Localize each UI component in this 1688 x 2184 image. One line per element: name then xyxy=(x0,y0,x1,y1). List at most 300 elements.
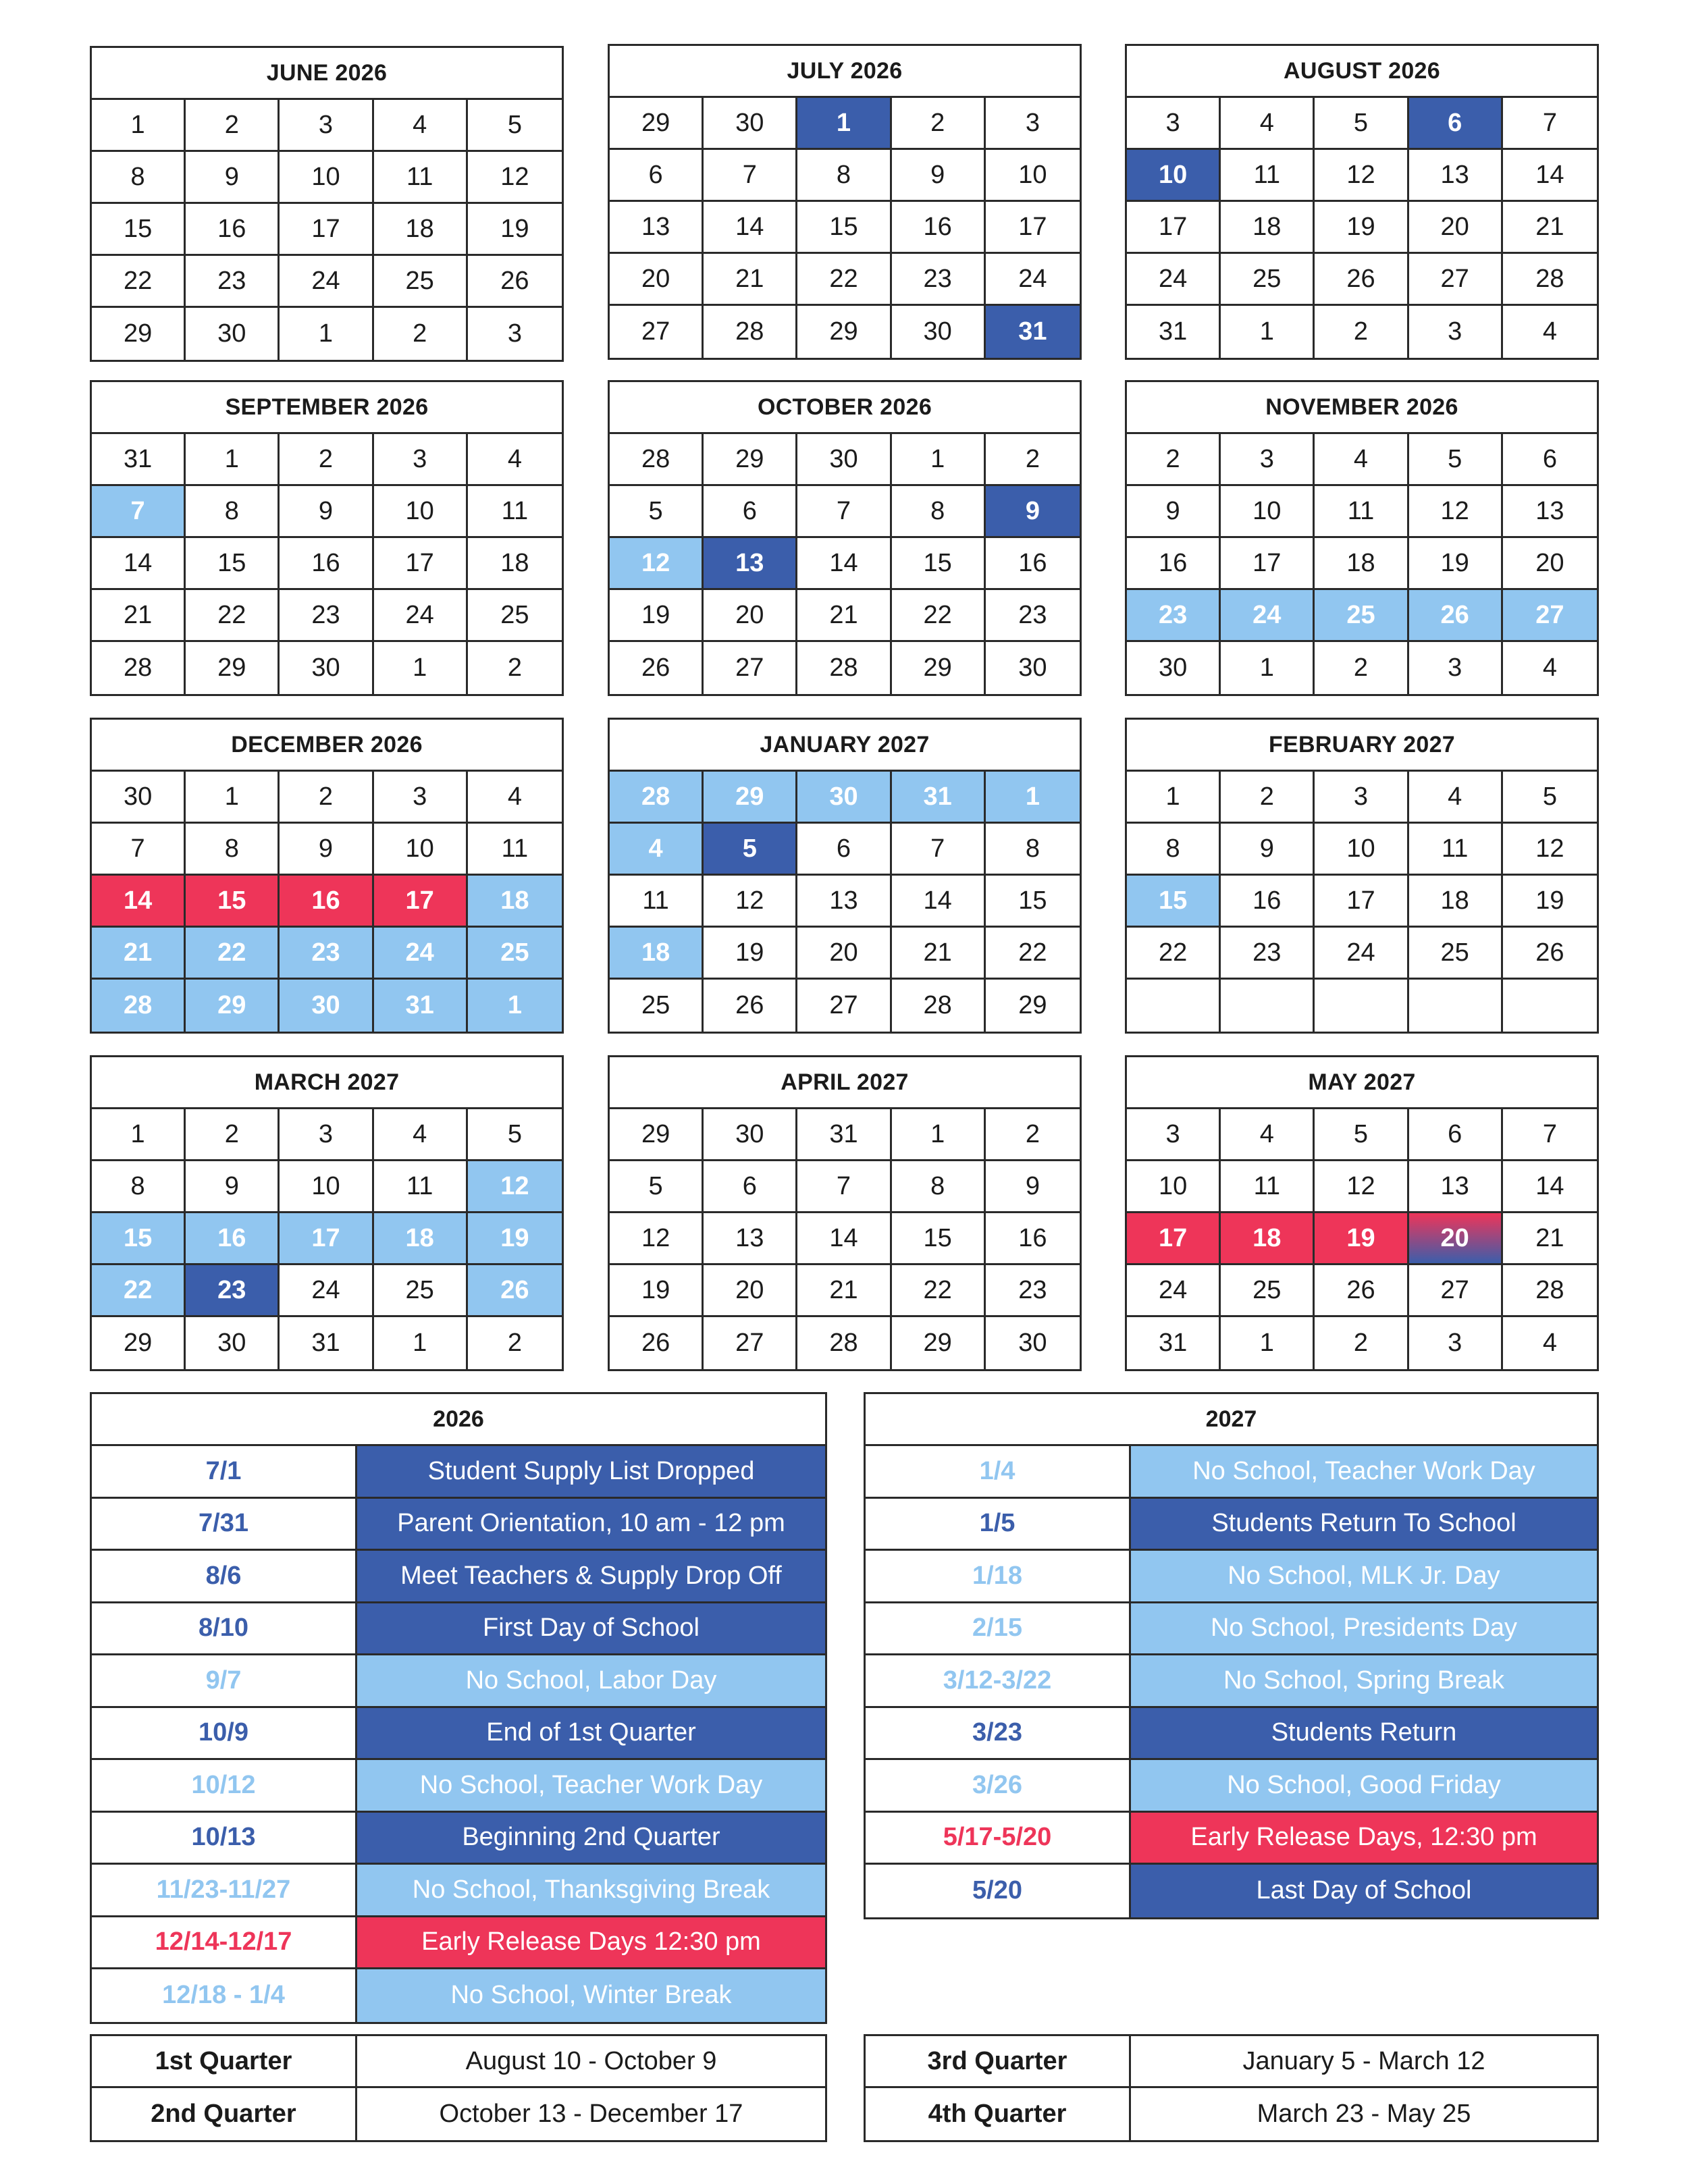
calendar-day: 8 xyxy=(892,486,986,538)
calendar-day: 6 xyxy=(610,150,704,202)
event-date: 3/26 xyxy=(866,1760,1131,1811)
calendar-day-highlighted: 19 xyxy=(1315,1213,1408,1265)
calendar-day: 10 xyxy=(374,824,468,876)
calendar-day: 15 xyxy=(797,202,891,254)
event-row xyxy=(866,1760,1597,1813)
event-description: No School, Teacher Work Day xyxy=(1131,1446,1597,1497)
event-row xyxy=(92,1917,825,1970)
event-date: 5/20 xyxy=(866,1865,1131,1917)
calendar-day-highlighted: 31 xyxy=(986,306,1080,358)
calendar-day: 4 xyxy=(1542,317,1557,346)
calendar-day: 30 xyxy=(1018,1329,1047,1357)
calendar-day: 1 xyxy=(1221,1317,1315,1369)
calendar-day xyxy=(1409,980,1503,1032)
calendar-title: DECEMBER 2026 xyxy=(92,720,562,772)
calendar-day-highlighted: 12 xyxy=(610,538,704,590)
calendar-day: 21 xyxy=(92,590,186,642)
event-description: No School, Spring Break xyxy=(1131,1655,1597,1706)
calendar-day: 25 xyxy=(374,256,468,308)
calendar-april-2027 xyxy=(608,1055,1082,1371)
calendar-day: 3 xyxy=(507,319,522,348)
calendar-day: 26 xyxy=(1315,1265,1408,1317)
calendar-day-highlighted: 1 xyxy=(797,98,891,150)
calendar-day: 2 xyxy=(507,1329,522,1357)
calendar-day: 17 xyxy=(1127,202,1221,254)
calendar-day-highlighted: 14 xyxy=(92,876,186,928)
calendar-day-highlighted: 26 xyxy=(1409,590,1503,642)
calendar-grid xyxy=(1127,98,1597,358)
calendar-day: 18 xyxy=(468,538,562,590)
calendar-day: 26 xyxy=(468,256,562,308)
event-row xyxy=(866,1813,1597,1865)
event-date: 5/17-5/20 xyxy=(866,1813,1131,1863)
calendar-day: 28 xyxy=(1503,1265,1597,1317)
calendar-day: 12 xyxy=(610,1213,704,1265)
calendar-day: 13 xyxy=(797,876,891,928)
calendar-day: 2 xyxy=(986,1109,1080,1161)
calendar-title: AUGUST 2026 xyxy=(1127,46,1597,98)
event-row xyxy=(92,1446,825,1499)
event-description: No School, Teacher Work Day xyxy=(357,1760,825,1811)
calendar-day: 6 xyxy=(704,486,797,538)
calendar-day: 15 xyxy=(986,876,1080,928)
calendar-day: 30 xyxy=(92,772,186,824)
event-row xyxy=(866,1551,1597,1603)
calendar-day: 5 xyxy=(610,1161,704,1213)
calendar-february-2027 xyxy=(1125,718,1599,1034)
calendar-day-highlighted: 28 xyxy=(92,980,186,1032)
event-row xyxy=(866,1865,1597,1917)
calendar-day-highlighted: 31 xyxy=(374,980,468,1032)
calendar-day: 1 xyxy=(186,434,280,486)
quarters-table-right xyxy=(864,2034,1599,2142)
calendar-day: 12 xyxy=(1503,824,1597,876)
calendar-day: 21 xyxy=(892,928,986,980)
calendar-day: 7 xyxy=(1503,1109,1597,1161)
calendar-day: 11 xyxy=(1315,486,1408,538)
events-rows xyxy=(92,1446,825,2022)
calendar-day: 10 xyxy=(1315,824,1408,876)
event-row xyxy=(866,1655,1597,1708)
calendar-day: 2 xyxy=(186,100,280,152)
event-description: Student Supply List Dropped xyxy=(357,1446,825,1497)
calendar-day: 29 xyxy=(92,308,186,360)
event-description: No School, Labor Day xyxy=(357,1655,825,1706)
quarter-dates: January 5 - March 12 xyxy=(1242,2046,1485,2075)
calendar-title: JULY 2026 xyxy=(610,46,1080,98)
calendar-day: 4 xyxy=(1542,1329,1557,1357)
calendar-day: 2 xyxy=(892,98,986,150)
calendar-grid xyxy=(610,98,1080,358)
calendar-day: 17 xyxy=(280,204,373,256)
calendar-day: 1 xyxy=(92,1109,186,1161)
calendar-day: 30 xyxy=(704,98,797,150)
calendar-october-2026 xyxy=(608,380,1082,696)
calendar-day: 11 xyxy=(1221,1161,1315,1213)
calendar-day: 25 xyxy=(1409,928,1503,980)
calendar-day-highlighted: 4 xyxy=(610,824,704,876)
event-date: 11/23-11/27 xyxy=(92,1865,357,1915)
event-row xyxy=(92,1708,825,1761)
calendar-day: 4 xyxy=(468,434,562,486)
event-date: 3/23 xyxy=(866,1708,1131,1759)
calendar-day: 3 xyxy=(986,98,1080,150)
calendar-day-highlighted: 15 xyxy=(1127,876,1221,928)
quarter-dates: March 23 - May 25 xyxy=(1257,2100,1471,2128)
calendar-day: 19 xyxy=(704,928,797,980)
calendar-day: 18 xyxy=(1409,876,1503,928)
calendar-day-highlighted: 18 xyxy=(610,928,704,980)
calendar-day: 20 xyxy=(1409,202,1503,254)
calendar-day: 29 xyxy=(92,1317,186,1369)
calendar-day-highlighted: 15 xyxy=(92,1213,186,1265)
calendar-day: 28 xyxy=(797,1317,891,1369)
calendar-day: 1 xyxy=(374,642,468,694)
calendar-day: 2 xyxy=(374,308,468,360)
calendar-day: 7 xyxy=(1503,98,1597,150)
calendar-day: 6 xyxy=(704,1161,797,1213)
calendar-day: 21 xyxy=(797,590,891,642)
calendar-day: 5 xyxy=(1315,98,1408,150)
calendar-day: 29 xyxy=(892,1317,986,1369)
calendar-title: APRIL 2027 xyxy=(610,1057,1080,1109)
calendar-day: 5 xyxy=(468,100,562,152)
calendar-day: 7 xyxy=(704,150,797,202)
calendar-day-highlighted: 24 xyxy=(1221,590,1315,642)
quarter-label: 2nd Quarter xyxy=(92,2088,357,2140)
calendar-day: 26 xyxy=(1503,928,1597,980)
event-date: 8/6 xyxy=(92,1551,357,1601)
calendar-day: 5 xyxy=(1503,772,1597,824)
calendar-september-2026 xyxy=(90,380,564,696)
calendar-day-highlighted: 16 xyxy=(186,1213,280,1265)
calendar-day: 30 xyxy=(797,434,891,486)
calendar-day-highlighted: 25 xyxy=(1315,590,1408,642)
event-row xyxy=(92,1603,825,1656)
calendar-day: 13 xyxy=(1409,150,1503,202)
event-date: 12/14-12/17 xyxy=(92,1917,357,1968)
calendar-day: 8 xyxy=(797,150,891,202)
calendar-day: 1 xyxy=(1221,306,1315,358)
calendar-day: 24 xyxy=(1127,1265,1221,1317)
calendar-day: 3 xyxy=(1221,434,1315,486)
calendar-day: 24 xyxy=(280,256,373,308)
calendar-day: 2 xyxy=(1221,772,1315,824)
calendar-day: 4 xyxy=(374,1109,468,1161)
quarter-row xyxy=(866,2036,1597,2088)
event-description: Early Release Days 12:30 pm xyxy=(357,1917,825,1968)
calendar-day: 15 xyxy=(186,538,280,590)
calendar-day: 10 xyxy=(280,1161,373,1213)
events-table-2027 xyxy=(864,1392,1599,1919)
calendar-day: 24 xyxy=(1127,254,1221,306)
event-date: 8/10 xyxy=(92,1603,357,1654)
event-row xyxy=(866,1446,1597,1499)
event-date: 10/13 xyxy=(92,1813,357,1863)
calendar-day: 17 xyxy=(986,202,1080,254)
calendar-day: 3 xyxy=(280,100,373,152)
calendar-day: 8 xyxy=(92,1161,186,1213)
calendar-day-highlighted: 12 xyxy=(468,1161,562,1213)
calendar-day-highlighted: 17 xyxy=(374,876,468,928)
calendar-day: 8 xyxy=(92,152,186,204)
calendar-day: 16 xyxy=(1221,876,1315,928)
calendar-day: 29 xyxy=(704,434,797,486)
calendar-day: 11 xyxy=(468,824,562,876)
calendar-grid xyxy=(92,772,562,1032)
event-description: No School, Good Friday xyxy=(1131,1760,1597,1811)
calendar-day: 21 xyxy=(704,254,797,306)
events-table-2026 xyxy=(90,1392,827,2024)
calendar-day: 25 xyxy=(468,590,562,642)
calendar-title: SEPTEMBER 2026 xyxy=(92,382,562,434)
calendar-day: 1 xyxy=(892,434,986,486)
calendar-day: 13 xyxy=(704,1213,797,1265)
calendar-day: 7 xyxy=(892,824,986,876)
calendar-day: 25 xyxy=(1221,1265,1315,1317)
calendar-day: 28 xyxy=(892,980,986,1032)
calendar-day: 8 xyxy=(892,1161,986,1213)
calendar-title: FEBRUARY 2027 xyxy=(1127,720,1597,772)
calendar-day: 13 xyxy=(1503,486,1597,538)
calendar-day: 6 xyxy=(797,824,891,876)
calendar-day: 19 xyxy=(1409,538,1503,590)
calendar-day: 11 xyxy=(374,152,468,204)
calendar-day xyxy=(1315,980,1408,1032)
calendar-day-highlighted: 27 xyxy=(1503,590,1597,642)
calendar-day-highlighted: 23 xyxy=(1127,590,1221,642)
calendar-december-2026 xyxy=(90,718,564,1034)
calendar-day: 1 xyxy=(186,772,280,824)
calendar-day-highlighted: 1 xyxy=(468,980,562,1032)
quarters-table-left xyxy=(90,2034,827,2142)
calendar-day: 25 xyxy=(610,980,704,1032)
calendar-day-highlighted: 22 xyxy=(186,928,280,980)
calendar-day: 27 xyxy=(1409,1265,1503,1317)
calendar-day: 2 xyxy=(186,1109,280,1161)
calendar-day: 3 xyxy=(1127,1109,1221,1161)
event-row xyxy=(92,1499,825,1551)
calendar-grid xyxy=(92,100,562,360)
event-description: No School, Winter Break xyxy=(357,1969,825,2022)
calendar-day: 22 xyxy=(892,1265,986,1317)
calendar-day: 31 xyxy=(797,1109,891,1161)
event-row xyxy=(92,1551,825,1603)
calendar-day: 12 xyxy=(704,876,797,928)
calendar-day: 17 xyxy=(1315,876,1408,928)
calendar-day: 12 xyxy=(468,152,562,204)
calendar-day: 15 xyxy=(92,204,186,256)
calendar-day-highlighted: 31 xyxy=(892,772,986,824)
calendar-day: 10 xyxy=(280,152,373,204)
calendar-day: 27 xyxy=(704,642,797,694)
event-description: Students Return To School xyxy=(1131,1499,1597,1549)
calendar-day: 14 xyxy=(797,538,891,590)
calendar-day: 29 xyxy=(892,642,986,694)
calendar-day: 19 xyxy=(468,204,562,256)
calendar-day: 24 xyxy=(1315,928,1408,980)
event-date: 2/15 xyxy=(866,1603,1131,1654)
calendar-grid xyxy=(610,772,1080,1032)
calendar-day: 13 xyxy=(1409,1161,1503,1213)
calendar-day: 6 xyxy=(1409,1109,1503,1161)
calendar-day: 2 xyxy=(1127,434,1221,486)
calendar-day: 12 xyxy=(1315,1161,1408,1213)
calendar-day: 4 xyxy=(1409,772,1503,824)
quarter-row xyxy=(866,2088,1597,2140)
calendar-day-highlighted: 29 xyxy=(186,980,280,1032)
event-description: No School, Thanksgiving Break xyxy=(357,1865,825,1915)
calendar-day: 30 xyxy=(186,308,280,360)
calendar-grid xyxy=(92,434,562,694)
calendar-day: 2 xyxy=(1315,1317,1408,1369)
calendar-july-2026 xyxy=(608,44,1082,360)
calendar-day: 8 xyxy=(1127,824,1221,876)
events-rows xyxy=(866,1446,1597,1917)
calendar-day: 11 xyxy=(610,876,704,928)
calendar-day-highlighted: 6 xyxy=(1409,98,1503,150)
calendar-day: 20 xyxy=(704,1265,797,1317)
calendar-day: 22 xyxy=(1127,928,1221,980)
event-date: 7/31 xyxy=(92,1499,357,1549)
calendar-day: 4 xyxy=(1221,98,1315,150)
event-description: Early Release Days, 12:30 pm xyxy=(1131,1813,1597,1863)
calendar-day: 14 xyxy=(892,876,986,928)
calendar-day: 7 xyxy=(797,486,891,538)
calendar-day: 11 xyxy=(1221,150,1315,202)
calendar-day: 4 xyxy=(1542,654,1557,682)
calendar-day: 10 xyxy=(1221,486,1315,538)
calendar-day: 9 xyxy=(986,1161,1080,1213)
event-description: Meet Teachers & Supply Drop Off xyxy=(357,1551,825,1601)
calendar-day: 16 xyxy=(892,202,986,254)
quarter-row xyxy=(92,2036,825,2088)
calendar-day: 10 xyxy=(986,150,1080,202)
calendar-day: 23 xyxy=(1221,928,1315,980)
calendar-day: 21 xyxy=(1503,1213,1597,1265)
calendar-day: 27 xyxy=(704,1317,797,1369)
calendar-day: 19 xyxy=(610,590,704,642)
calendar-day-highlighted: 30 xyxy=(280,980,373,1032)
event-date: 3/12-3/22 xyxy=(866,1655,1131,1706)
calendar-day: 9 xyxy=(1221,824,1315,876)
calendar-day-highlighted: 1 xyxy=(986,772,1080,824)
calendar-day: 30 xyxy=(1127,642,1221,694)
event-description: End of 1st Quarter xyxy=(357,1708,825,1759)
calendar-day: 29 xyxy=(797,306,891,358)
calendar-day: 16 xyxy=(1127,538,1221,590)
calendar-day: 2 xyxy=(1315,306,1408,358)
event-description: No School, Presidents Day xyxy=(1131,1603,1597,1654)
calendar-day-highlighted: 23 xyxy=(280,928,373,980)
calendar-day: 20 xyxy=(704,590,797,642)
calendar-grid xyxy=(1127,434,1597,694)
calendar-day: 25 xyxy=(374,1265,468,1317)
calendar-day: 2 xyxy=(507,654,522,682)
calendar-day: 31 xyxy=(92,434,186,486)
calendar-day: 1 xyxy=(1221,642,1315,694)
calendar-day: 17 xyxy=(1221,538,1315,590)
calendar-day: 16 xyxy=(986,1213,1080,1265)
calendar-day: 5 xyxy=(1409,434,1503,486)
calendar-day: 28 xyxy=(1503,254,1597,306)
calendar-day-highlighted: 18 xyxy=(1221,1213,1315,1265)
event-row xyxy=(92,1865,825,1917)
calendar-day: 14 xyxy=(1503,150,1597,202)
calendar-day: 3 xyxy=(1315,772,1408,824)
calendar-day: 4 xyxy=(1315,434,1408,486)
calendar-day: 11 xyxy=(468,486,562,538)
calendar-day: 7 xyxy=(797,1161,891,1213)
calendar-grid xyxy=(1127,772,1597,1032)
calendar-day: 3 xyxy=(374,434,468,486)
calendar-day: 30 xyxy=(280,642,373,694)
calendar-day: 21 xyxy=(797,1265,891,1317)
event-row xyxy=(92,1969,825,2022)
calendar-day: 24 xyxy=(374,590,468,642)
calendar-day-highlighted: 23 xyxy=(186,1265,280,1317)
calendar-day: 26 xyxy=(1315,254,1408,306)
quarter-row xyxy=(92,2088,825,2140)
calendar-day-highlighted: 10 xyxy=(1127,150,1221,202)
calendar-grid xyxy=(610,1109,1080,1369)
calendar-day: 19 xyxy=(610,1265,704,1317)
calendar-day: 28 xyxy=(797,642,891,694)
calendar-day: 10 xyxy=(1127,1161,1221,1213)
event-date: 1/18 xyxy=(866,1551,1131,1601)
calendar-day: 23 xyxy=(892,254,986,306)
calendar-title: MAY 2027 xyxy=(1127,1057,1597,1109)
calendar-day: 22 xyxy=(986,928,1080,980)
calendar-day: 26 xyxy=(704,980,797,1032)
calendar-day: 4 xyxy=(468,772,562,824)
calendar-day: 8 xyxy=(186,824,280,876)
calendar-day: 16 xyxy=(186,204,280,256)
calendar-day: 17 xyxy=(374,538,468,590)
calendar-day: 6 xyxy=(1503,434,1597,486)
calendar-day: 15 xyxy=(892,1213,986,1265)
event-date: 10/9 xyxy=(92,1708,357,1759)
calendar-day: 4 xyxy=(374,100,468,152)
calendar-day: 28 xyxy=(92,642,186,694)
calendar-day xyxy=(1127,980,1221,1032)
calendar-day: 2 xyxy=(280,434,373,486)
calendar-day: 20 xyxy=(797,928,891,980)
calendar-march-2027 xyxy=(90,1055,564,1371)
calendar-day: 9 xyxy=(280,486,373,538)
calendar-day: 1 xyxy=(92,100,186,152)
calendar-august-2026 xyxy=(1125,44,1599,360)
calendar-day: 26 xyxy=(610,642,704,694)
calendar-day: 9 xyxy=(186,1161,280,1213)
event-row xyxy=(866,1603,1597,1656)
calendar-day-highlighted: 25 xyxy=(468,928,562,980)
calendar-day: 9 xyxy=(1127,486,1221,538)
calendar-day: 28 xyxy=(610,434,704,486)
calendar-day: 21 xyxy=(1503,202,1597,254)
calendar-day-highlighted: 24 xyxy=(374,928,468,980)
calendar-day: 22 xyxy=(92,256,186,308)
event-description: First Day of School xyxy=(357,1603,825,1654)
calendar-day: 14 xyxy=(1503,1161,1597,1213)
calendar-day: 26 xyxy=(610,1317,704,1369)
quarter-label: 1st Quarter xyxy=(92,2036,357,2086)
calendar-day-highlighted: 17 xyxy=(280,1213,373,1265)
calendar-day: 2 xyxy=(280,772,373,824)
calendar-day: 27 xyxy=(1409,254,1503,306)
event-row xyxy=(92,1813,825,1865)
event-description: No School, MLK Jr. Day xyxy=(1131,1551,1597,1601)
